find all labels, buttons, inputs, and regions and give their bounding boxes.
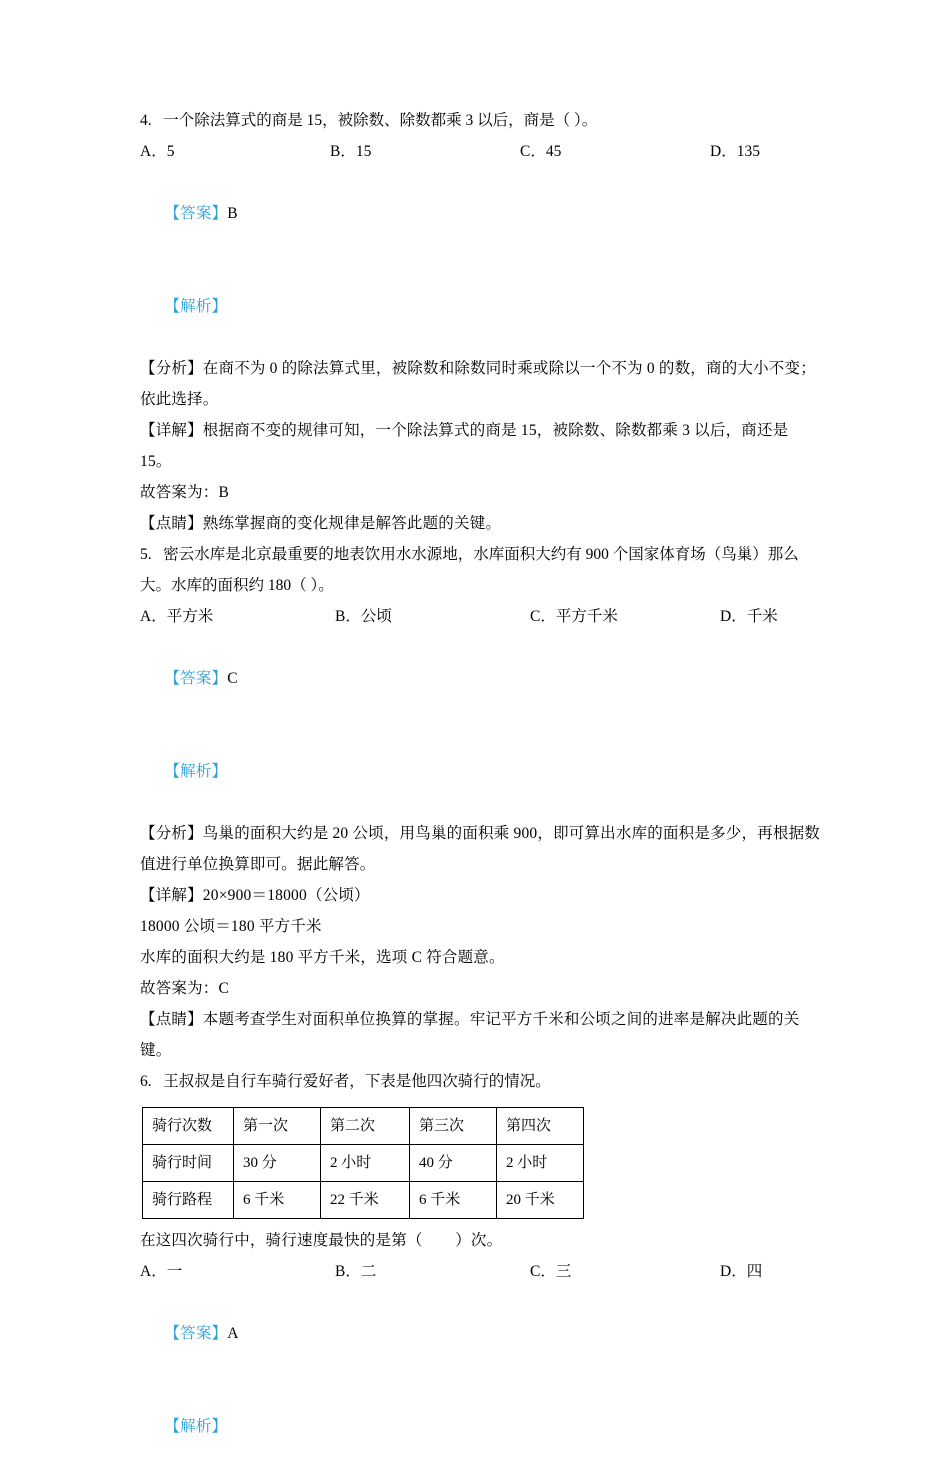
question-5-stem-row (140, 539, 820, 601)
question-6-option-d: D．四 (720, 1263, 763, 1280)
question-4-number: 4. (140, 112, 152, 129)
table-cell: 30 分 (234, 1145, 321, 1182)
table-cell: 6 千米 (234, 1182, 321, 1219)
answer-label: 【答案】 (164, 1325, 228, 1342)
table-row (143, 1145, 584, 1182)
question-4-fenxi: 【分析】在商不为 0 的除法算式里，被除数和除数同时乘或除以一个不为 0 的数，商的大小不变；依此选择。 (140, 360, 816, 408)
analysis-label: 【解析】 (164, 1418, 228, 1435)
table-cell: 第三次 (410, 1108, 497, 1145)
question-6-options (140, 1256, 820, 1287)
question-6-stem: 王叔叔是自行车骑行爱好者，下表是他四次骑行的情况。 (163, 1073, 551, 1090)
question-5-number: 5. (140, 546, 152, 563)
analysis-label: 【解析】 (164, 763, 228, 780)
question-4-option-d: D．135 (710, 143, 760, 160)
table-cell: 第四次 (497, 1108, 584, 1145)
table-row (143, 1108, 584, 1145)
ride-data-table (142, 1107, 584, 1219)
question-4-dianjing: 【点睛】熟练掌握商的变化规律是解答此题的关键。 (140, 515, 502, 532)
question-5-answer-row (140, 632, 820, 725)
question-5-dianjing: 【点睛】本题考查学生对面积单位换算的掌握。牢记平方千米和公顷之间的进率是解决此题的关键。 (140, 1011, 800, 1059)
question-5-stem: 密云水库是北京最重要的地表饮用水水源地，水库面积大约有 900 个国家体育场（鸟巢）那么大。水库的面积约 180（ ）。 (140, 546, 799, 594)
question-6-analysis-label-row (140, 1380, 820, 1473)
table-cell: 40 分 (410, 1145, 497, 1182)
table-cell: 20 千米 (497, 1182, 584, 1219)
question-5-xiangjie-1: 【详解】20×900＝18000（公顷） (140, 887, 370, 904)
question-4-options (140, 136, 820, 167)
question-5-option-a: A．平方米 (140, 608, 214, 625)
question-5-option-b: B．公顷 (335, 608, 392, 625)
question-4-gu-answer: 故答案为：B (140, 484, 230, 501)
table-cell: 骑行次数 (143, 1108, 234, 1145)
question-5-fenxi: 【分析】鸟巢的面积大约是 20 公顷，用鸟巢的面积乘 900，即可算出水库的面积是多少，再根据数值进行单位换算即可。据此解答。 (140, 825, 820, 873)
answer-label: 【答案】 (164, 205, 228, 222)
question-5-option-d: D．千米 (720, 608, 778, 625)
question-5-analysis-label-row (140, 725, 820, 818)
question-6-number: 6. (140, 1073, 152, 1090)
document-content (140, 105, 820, 1473)
question-5-xiangjie-3: 水库的面积大约是 180 平方千米，选项 C 符合题意。 (140, 949, 505, 966)
question-4-option-a: A．5 (140, 143, 175, 160)
answer-label: 【答案】 (164, 670, 228, 687)
table-cell: 2 小时 (497, 1145, 584, 1182)
table-cell: 2 小时 (321, 1145, 410, 1182)
question-5-answer-value: C (227, 670, 238, 687)
question-4-option-b: B．15 (330, 143, 372, 160)
table-cell: 第一次 (234, 1108, 321, 1145)
question-4-stem: 一个除法算式的商是 15，被除数、除数都乘 3 以后，商是（ ）。 (163, 112, 598, 129)
question-6-answer-value: A (227, 1325, 239, 1342)
table-row (143, 1182, 584, 1219)
question-6-option-b: B．二 (335, 1263, 377, 1280)
question-6-option-a: A．一 (140, 1263, 183, 1280)
table-cell: 22 千米 (321, 1182, 410, 1219)
question-5-xiangjie-2: 18000 公顷＝180 平方千米 (140, 918, 322, 935)
question-4-xiangjie: 【详解】根据商不变的规律可知，一个除法算式的商是 15，被除数、除数都乘 3 以后，商还是 15。 (140, 422, 793, 470)
table-cell: 骑行时间 (143, 1145, 234, 1182)
question-5-option-c: C．平方千米 (530, 608, 618, 625)
table-cell: 6 千米 (410, 1182, 497, 1219)
question-5-options (140, 601, 820, 632)
question-4-stem-row (140, 105, 820, 136)
question-6-after-table: 在这四次骑行中，骑行速度最快的是第（ ）次。 (140, 1232, 503, 1249)
question-6-stem-row (140, 1066, 820, 1097)
question-6-answer-row (140, 1287, 820, 1380)
table-cell: 第二次 (321, 1108, 410, 1145)
question-4-answer-row (140, 167, 820, 260)
question-4-analysis-label-row (140, 260, 820, 353)
analysis-label: 【解析】 (164, 298, 228, 315)
question-4-answer-value: B (227, 205, 238, 222)
question-4-option-c: C．45 (520, 143, 562, 160)
question-5-gu-answer: 故答案为：C (140, 980, 230, 997)
question-6-option-c: C．三 (530, 1263, 572, 1280)
table-cell: 骑行路程 (143, 1182, 234, 1219)
